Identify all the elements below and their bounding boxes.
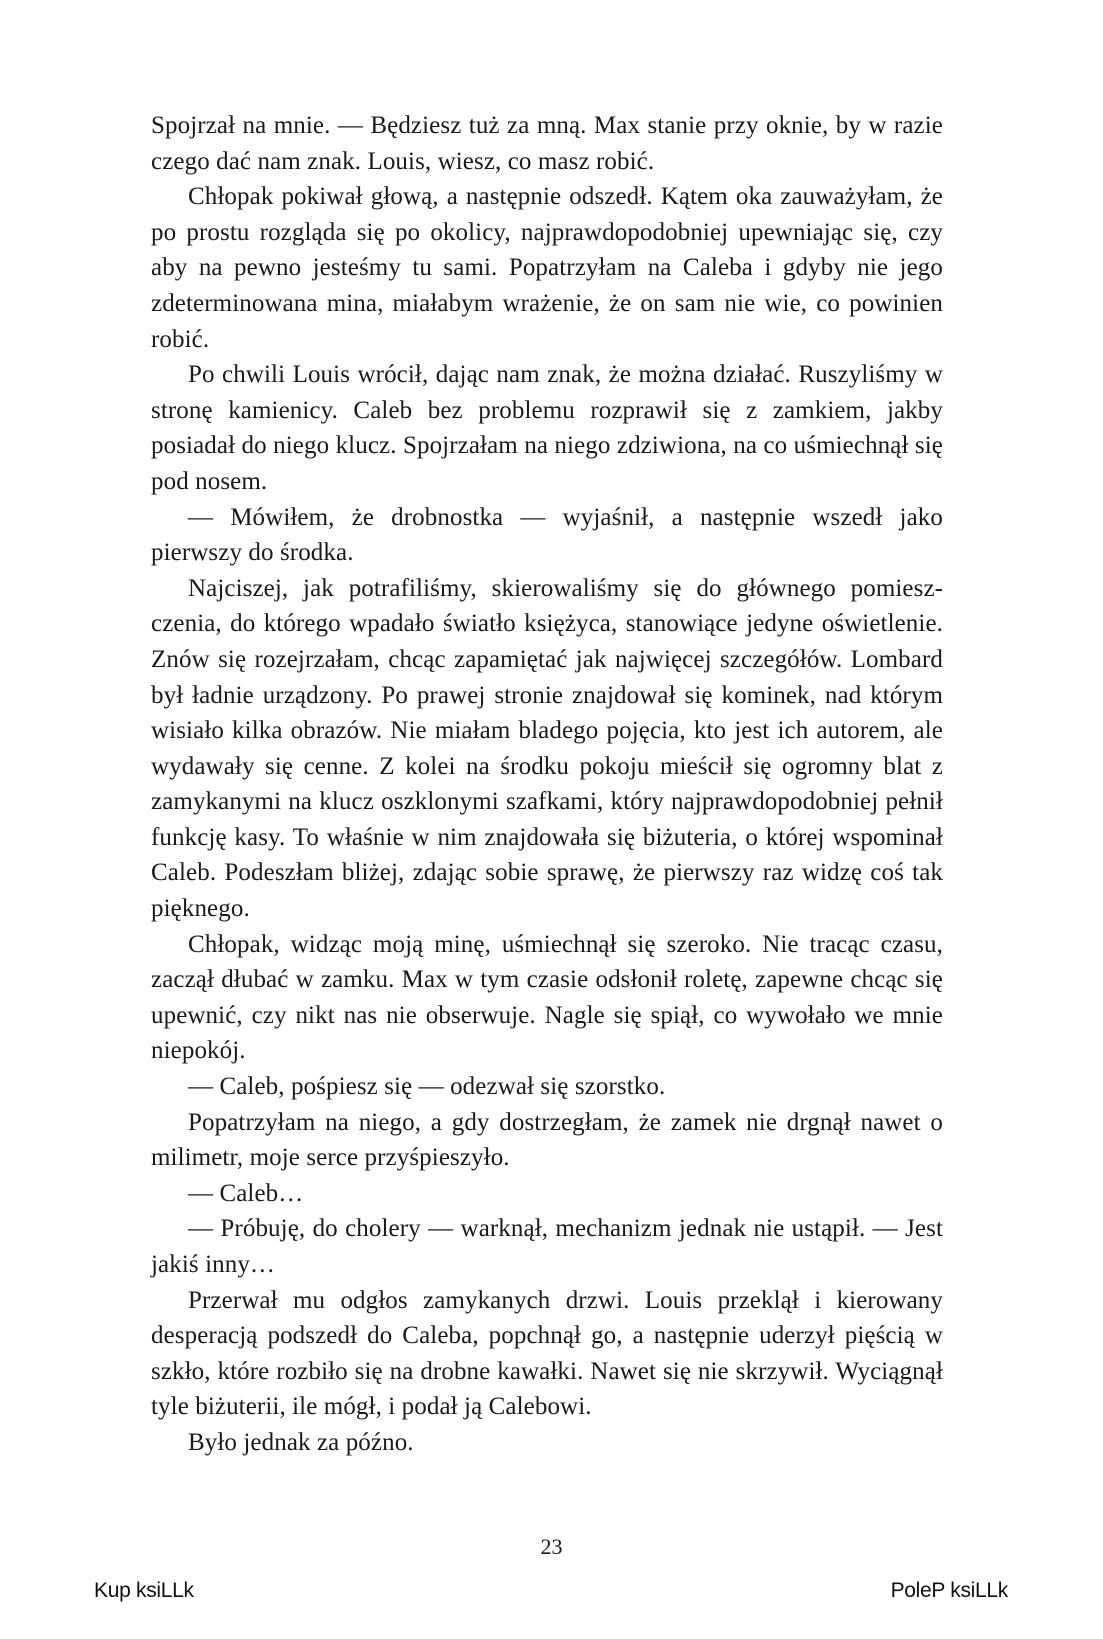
paragraph-4: — Mówiłem, że drobnostka — wyjaśnił, a następnie wszedł jako pierwszy do środka. (151, 503, 943, 567)
paragraph-12: Było jednak za późno. (188, 1428, 414, 1456)
paragraph-6: Chłopak, widząc moją minę, uśmiechnął się szeroko. Nie tracąc czasu, zaczął dłubać w zamku. Max w tym czasie odsłonił roletę, zapewne chcąc się upewnić, czy nikt nas nie obserwuje. Nagle się spiął, co wywołało we mnie niepokój. (151, 930, 943, 1065)
paragraph-2: Chłopak pokiwał głową, a następnie odszedł. Kątem oka zauważyłam, że po prostu rozgląda się po okolicy, najprawdopodobniej upewniając się, czy aby na pewno jesteśmy tu sami. Popatrzyłam na Caleba i gdyby nie jego zdeterminowana mina, miałabym wrażenie, że on sam nie wie, co powinien robić. (151, 183, 943, 353)
paragraph-3: Po chwili Louis wrócił, dając nam znak, że można działać. Ruszyliśmy w stronę kamienicy. Caleb bez problemu rozprawił się z zamkiem, jakby posiadał do niego klucz. Spojrzałam na niego zdziwiona, na co uśmiechnął się pod nosem. (151, 361, 943, 495)
paragraph-10: — Próbuję, do cholery — warknął, mechanizm jednak nie ustąpił. — Jest jakiś inny… (151, 1215, 943, 1278)
paragraph-7: — Caleb, pośpiesz się — odezwał się szorstko. (188, 1073, 666, 1101)
paragraph-5: Najciszej, jak potrafiliśmy, skierowaliśmy się do głównego pomieszczenia, do którego wpadało światło księżyca, stanowiące jedyne oświetlenie. Znów się rozejrzałam, chcąc zapamiętać jak najwięcej szczegółów. Lombard był ładnie urządzony. Po prawej stronie znajdował się kominek, nad którym wisiało kilka obrazów. Nie miałam bladego pojęcia, kto jest ich autorem, ale wydawały się cenne. Z kolei na środku pokoju mieścił się ogromny blat z zamykanymi na klucz oszklonymi szafkami, który najprawdopodobniej pełnił funkcję kasy. To właśnie w nim znajdowała się biżuteria, o której wspominał Caleb. Podeszłam bliżej, zdając sobie sprawę, że pierwszy raz widzę coś tak pięknego. (151, 574, 943, 923)
buy-book-link[interactable]: Kup ksiLLk (94, 1579, 194, 1602)
paragraph-8: Popatrzyłam na niego, a gdy dostrzegłam, że zamek nie drgnął nawet o milimetr, moje serce przyśpieszyło. (151, 1108, 943, 1172)
recommend-book-link[interactable]: PoleP ksiLLk (890, 1579, 1008, 1602)
paragraph-9: — Caleb… (188, 1179, 304, 1207)
page-number: 23 (540, 1534, 563, 1559)
paragraph-11: Przerwał mu odgłos zamykanych drzwi. Louis przeklął i kierowany desperacją podszedł do Caleba, popchnął go, a następnie uderzył pięścią w szkło, które rozbiło się na drobne kawałki. Nawet się nie skrzywił. Wyciągnął tyle biżuterii, ile mógł, i podał ją Calebowi. (151, 1286, 943, 1421)
book-page-body (151, 108, 943, 1461)
paragraph-1: Spojrzał na mnie. — Będziesz tuż za mną. Max stanie przy oknie, by w razie czego dać nam znak. Louis, wiesz, co masz robić. (151, 112, 943, 175)
